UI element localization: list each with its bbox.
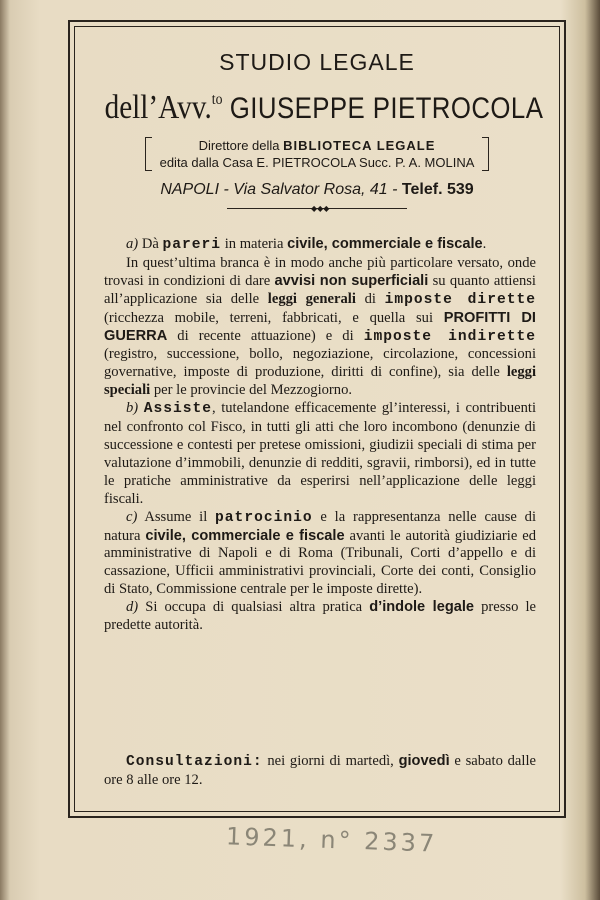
handwritten-note: 1921, n° 2337	[225, 822, 438, 858]
text: su quanto attiensi all’applicazione sia delle	[104, 272, 536, 307]
bracket-line-2: edita dalla Casa E. PIETROCOLA Succ. P. A. MOLINA	[159, 155, 475, 170]
section-c	[104, 509, 536, 600]
emphasis: pareri	[162, 237, 222, 253]
text: di	[355, 290, 385, 307]
emphasis: imposte indirette	[363, 328, 536, 345]
lawyer-prefix: dell’Avv.	[104, 89, 212, 126]
emphasis: civile, commerciale e fiscale	[287, 236, 483, 252]
text: di recente attuazione) e di	[167, 327, 364, 344]
section-a-detail	[104, 255, 536, 400]
text: .	[482, 236, 487, 252]
ornament-divider	[227, 205, 407, 213]
address-line	[70, 181, 564, 199]
lawyer-line	[104, 80, 544, 129]
text: , tutelandone efficacemente gl’interessi, i contribuenti nel confronto col Fisco, in tutti gli atti che loro incombono (denunzie di successione e contesti per pretese omissioni, giudizii speciali di stima per valutazione d’immobili, denunzie di redditi, sgravii, rimborsi), ed in tutte le pratiche amministrative da esperirsi nell’applicazione delle leggi fiscali.	[104, 400, 536, 507]
bracket-line-1-text: Direttore della	[198, 138, 284, 153]
emphasis: Assiste	[143, 401, 213, 418]
text: In quest’ultima branca è in modo anche più particolare versato, onde trovasi in condizioni di dare	[104, 254, 536, 289]
section-d	[104, 599, 536, 635]
text: e la rappresentanza nelle cause di natura	[104, 508, 536, 544]
text: nei giorni di martedì,	[262, 753, 399, 769]
telephone: Telef. 539	[401, 181, 474, 198]
consultation-label: Consultazioni:	[126, 754, 263, 770]
marker-c: c)	[126, 508, 138, 525]
page-border	[68, 20, 566, 818]
consultation-hours	[104, 752, 536, 789]
address: NAPOLI - Via Salvator Rosa, 41 -	[160, 181, 402, 198]
text: Si occupa di qualsiasi altra pratica	[138, 599, 370, 616]
text: e sabato dalle ore 8 alle ore 12.	[104, 753, 536, 788]
emphasis: leggi generali	[267, 290, 356, 307]
emphasis: imposte dirette	[384, 291, 536, 308]
lawyer-name: GIUSEPPE PIETROCOLA	[229, 92, 544, 125]
letterhead	[70, 48, 564, 213]
text: Assume il	[137, 508, 216, 525]
text: presso le predette autorità.	[104, 599, 536, 634]
section-a	[104, 236, 536, 255]
ornament-icon: ◆◆◆	[311, 204, 330, 213]
bracket-line-1	[147, 137, 487, 154]
section-b	[104, 400, 536, 508]
emphasis: d’indole legale	[369, 599, 475, 616]
consultation-text	[104, 752, 536, 789]
text: (ricchezza mobile, terreni, fabbricati, e quella sui	[104, 309, 444, 326]
text: in materia	[221, 236, 288, 252]
bracket-line-1-bold: BIBLIOTECA LEGALE	[283, 138, 436, 153]
bracket-note	[147, 137, 487, 171]
text: Dà	[138, 236, 163, 252]
text: avanti le autorità giudiziarie ed amministrative di Napoli e di Roma (Tribunali, Corti d’appello e di cassazione, Ufficii amministrativi provinciali, Corte dei conti, Consiglio di Stato, Commissione centrale per le imposte dirette).	[104, 527, 536, 598]
emphasis: patrocinio	[215, 509, 313, 526]
marker-b: b)	[126, 400, 139, 417]
text: per le provincie del Mezzogiorno.	[150, 382, 353, 399]
emphasis: PROFITTI DI GUERRA	[104, 309, 536, 344]
emphasis: giovedì	[398, 753, 450, 769]
emphasis: leggi speciali	[104, 364, 536, 399]
marker-a: a)	[126, 236, 139, 252]
lawyer-sup: to	[211, 91, 223, 108]
emphasis: civile, commerciale e fiscale	[145, 527, 345, 544]
studio-title: STUDIO LEGALE	[219, 49, 415, 75]
main-text	[104, 236, 536, 635]
text: (registro, successione, bollo, negoziazione, circolazione, concessioni governative, imposte di produzione, diritti di confine), sia delle	[104, 346, 536, 381]
emphasis: avvisi non superficiali	[274, 272, 429, 289]
marker-d: d)	[126, 599, 139, 616]
